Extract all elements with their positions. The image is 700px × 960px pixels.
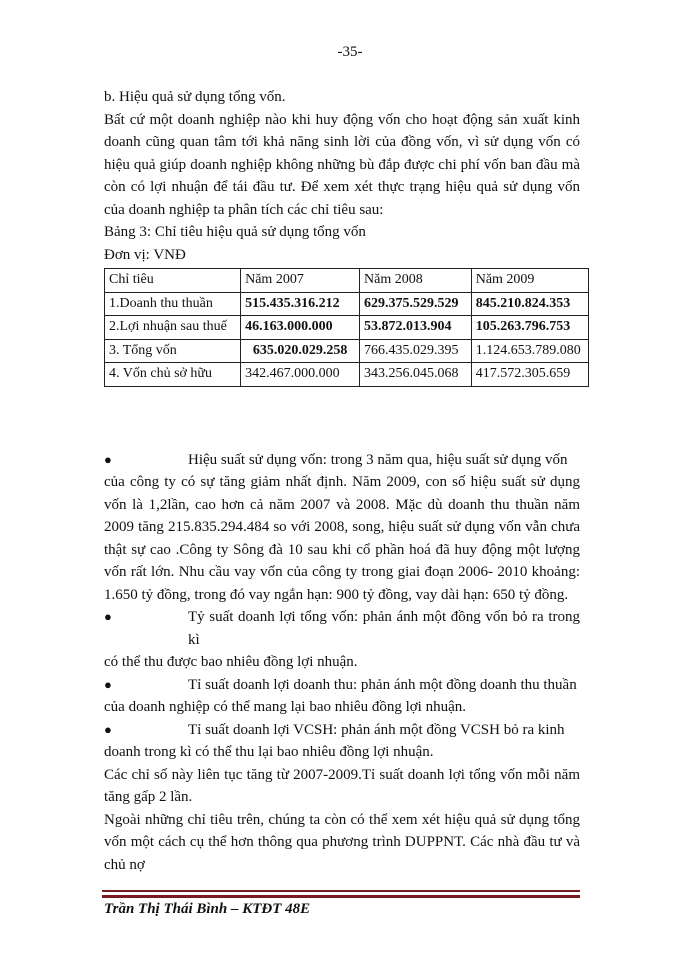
bullet-item-capital-efficiency: [104, 449, 580, 607]
table-row-label: 3. Tổng vốn: [105, 339, 241, 363]
bullet-first-line: Hiệu suất sử dụng vốn: trong 3 năm qua, hiệu suất sử dụng vốn: [188, 451, 568, 468]
bullet-continuation: của doanh nghiệp có thể mang lại bao nhiêu đồng lợi nhuận.: [104, 699, 467, 715]
efficiency-table: [104, 268, 589, 387]
table-unit: Đơn vị: VNĐ: [104, 246, 186, 263]
section-heading: b. Hiệu quả sử dụng tổng vốn.: [104, 89, 286, 105]
table-cell: 46.163.000.000: [241, 316, 360, 340]
bullet-item-return-on-revenue: [104, 674, 580, 719]
table-cell: 343.256.045.068: [360, 363, 472, 387]
intro-paragraph: Bất cứ một doanh nghiệp nào khi huy động vốn cho hoạt động sản xuất kinh doanh cũng quan tâm tới khả năng sinh lời của đồng vốn, vì sử dụng vốn có hiệu quả giúp doanh nghiệp không những bù đắp được chi phí vốn ban đầu mà còn có lợi nhuận để tái đầu tư. Để xem xét thực trạng hiệu quả sử dụng vốn của doanh nghiệp ta phân tích các chỉ tiêu sau:: [104, 111, 580, 218]
table-cell: 515.435.316.212: [241, 292, 360, 316]
table-row-label: 1.Doanh thu thuần: [105, 292, 241, 316]
table-caption: Bảng 3: Chỉ tiêu hiệu quả sử dụng tổng vốn: [104, 224, 366, 240]
page-number: -35-: [337, 44, 363, 60]
bullet-first-line: Tỷ suất doanh lợi tổng vốn: phản ánh một đồng vốn bỏ ra trong kì: [188, 609, 580, 648]
bullet-continuation: có thể thu được bao nhiêu đồng lợi nhuận.: [104, 654, 358, 670]
table-header-cell: Năm 2008: [360, 269, 472, 293]
bullet-item-return-on-equity: [104, 719, 580, 764]
table-header-row: [105, 269, 589, 293]
table-row: [105, 363, 589, 387]
table-row: [105, 292, 589, 316]
footer-author: Trần Thị Thái Bình – KTĐT 48E: [104, 901, 311, 917]
footer-divider: [102, 895, 580, 898]
bullet-dot-icon: ●: [104, 609, 112, 624]
bullet-dot-icon: ●: [104, 676, 112, 692]
table-cell: 53.872.013.904: [360, 316, 472, 340]
table-row-label: 2.Lợi nhuận sau thuế: [105, 316, 241, 340]
table-cell: 629.375.529.529: [360, 292, 472, 316]
bullet-first-line: Tỉ suất doanh lợi VCSH: phản ánh một đồng VCSH bỏ ra kinh: [188, 721, 565, 738]
bullet-dot-icon: ●: [104, 721, 112, 737]
footer-divider: [102, 890, 580, 892]
table-row-label: 4. Vốn chủ sở hữu: [105, 363, 241, 387]
table-cell: 1.124.653.789.080: [471, 339, 588, 363]
table-header-cell: Năm 2009: [471, 269, 588, 293]
table-cell: 635.020.029.258: [241, 339, 360, 363]
table-cell: 766.435.029.395: [360, 339, 472, 363]
document-body: [104, 86, 580, 876]
table-cell: 845.210.824.353: [471, 292, 588, 316]
bullet-item-return-on-capital: [104, 606, 580, 674]
bullet-continuation: của công ty có sự tăng giảm nhất định. Năm 2009, con số hiệu suất sử dụng vốn là 1,2lần, cao hơn cả năm 2007 và 2008. Mặc dù doanh thu thuần năm 2009 tăng 215.835.294.484 so với 2008, song, hiệu suất sử dụng vốn vẫn chưa thật sự cao .Công ty Sông đà 10 sau khi cổ phần hoá đã huy động một lượng vốn rất lớn. Nhu cầu vay vốn của công ty trong giai đoạn 2006- 2010 khoảng: 1.650 tỷ đồng, trong đó vay ngắn hạn: 900 tỷ đồng, vay dài hạn: 650 tỷ đồng.: [104, 474, 580, 603]
table-header-cell: Năm 2007: [241, 269, 360, 293]
table-cell: 105.263.796.753: [471, 316, 588, 340]
table-cell: 342.467.000.000: [241, 363, 360, 387]
bullet-continuation: doanh trong kì có thể thu lại bao nhiêu đồng lợi nhuận.: [104, 744, 434, 760]
table-header-cell: Chỉ tiêu: [105, 269, 241, 293]
vertical-spacer: [104, 387, 580, 449]
bullet-first-line: Tỉ suất doanh lợi doanh thu: phản ánh một đồng doanh thu thuần: [188, 676, 577, 693]
table-cell: 417.572.305.659: [471, 363, 588, 387]
bullet-dot-icon: ●: [104, 451, 112, 467]
table-row: [105, 339, 589, 363]
conclusion-paragraph: Các chỉ số này liên tục tăng từ 2007-2009.Tỉ suất doanh lợi tổng vốn mỗi năm tăng gấp 2 lần.: [104, 766, 580, 805]
closing-paragraph: Ngoài những chỉ tiêu trên, chúng ta còn có thể xem xét hiệu quả sử dụng tổng vốn một cách cụ thể hơn thông qua phương trình DUPPNT. Các nhà đầu tư và chủ nợ: [104, 811, 580, 873]
table-row: [105, 316, 589, 340]
